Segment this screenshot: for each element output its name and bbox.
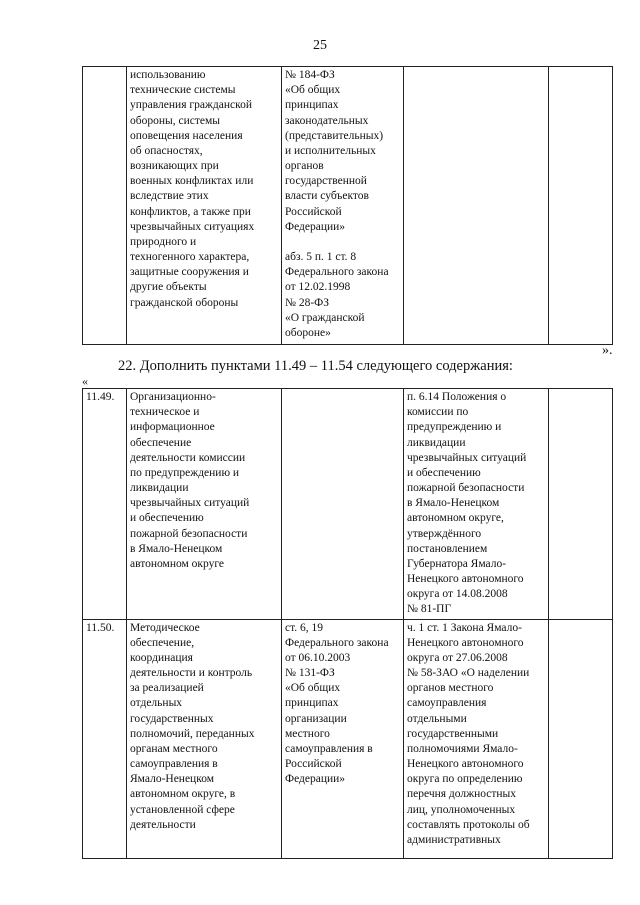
opening-quote: «	[82, 374, 88, 388]
closing-quote: ».	[602, 343, 613, 358]
bottom-table	[82, 388, 613, 859]
cell-name: Методическое обеспечение, координация деятельности и контроль за реализацией отдельных государственных полномочий, переданных органам местного самоуправления в Ямало-Ненецком автономном округе, в установленной сфере деятельности	[127, 619, 282, 858]
cell-number: 11.49.	[83, 389, 127, 620]
cell-federal-law: № 184-ФЗ «Об общих принципах законодательных (представительных) и исполнительных органов государственной власти субъектов Российской Федерации» абз. 5 п. 1 ст. 8 Федерального закона от 12.02.1998 № 28-ФЗ «О гражданской обороне»	[282, 67, 404, 345]
top-table	[82, 66, 613, 345]
cell-regional-law	[404, 67, 549, 345]
cell-name: Организационно- техническое и информационное обеспечение деятельности комиссии по предупреждению и ликвидации чрезвычайных ситуаций и обеспечению пожарной безопасности в Ямало-Ненецком автономном округе	[127, 389, 282, 620]
table-row	[83, 619, 613, 858]
table-row	[83, 389, 613, 620]
amendment-paragraph: 22. Дополнить пунктами 11.49 – 11.54 следующего содержания:	[118, 358, 513, 374]
cell-extra	[549, 389, 613, 620]
cell-number	[83, 67, 127, 345]
page-number: 25	[313, 38, 327, 53]
cell-name: использованию технические системы управления гражданской обороны, системы оповещения населения об опасностях, возникающих при военных конфликтах или вследствие этих конфликтов, а также при чрезвычайных ситуациях природного и техногенного характера, защитные сооружения и другие объекты гражданской обороны	[127, 67, 282, 345]
cell-federal-law	[282, 389, 404, 620]
cell-federal-law: ст. 6, 19 Федерального закона от 06.10.2003 № 131-ФЗ «Об общих принципах организации местного самоуправления в Российской Федерации»	[282, 619, 404, 858]
cell-extra	[549, 619, 613, 858]
cell-extra	[549, 67, 613, 345]
table-row	[83, 67, 613, 345]
cell-number: 11.50.	[83, 619, 127, 858]
cell-regional-law: п. 6.14 Положения о комиссии по предупреждению и ликвидации чрезвычайных ситуаций и обеспечению пожарной безопасности в Ямало-Ненецком автономном округе, утверждённого постановлением Губернатора Ямало- Ненецкого автономного округа от 14.08.2008 № 81-ПГ	[404, 389, 549, 620]
cell-regional-law: ч. 1 ст. 1 Закона Ямало- Ненецкого автономного округа от 27.06.2008 № 58-ЗАО «О наделении органов местного самоуправления отдельными государственными полномочиями Ямало- Ненецкого автономного округа по определению перечня должностных лиц, уполномоченных составлять протоколы об административных	[404, 619, 549, 858]
